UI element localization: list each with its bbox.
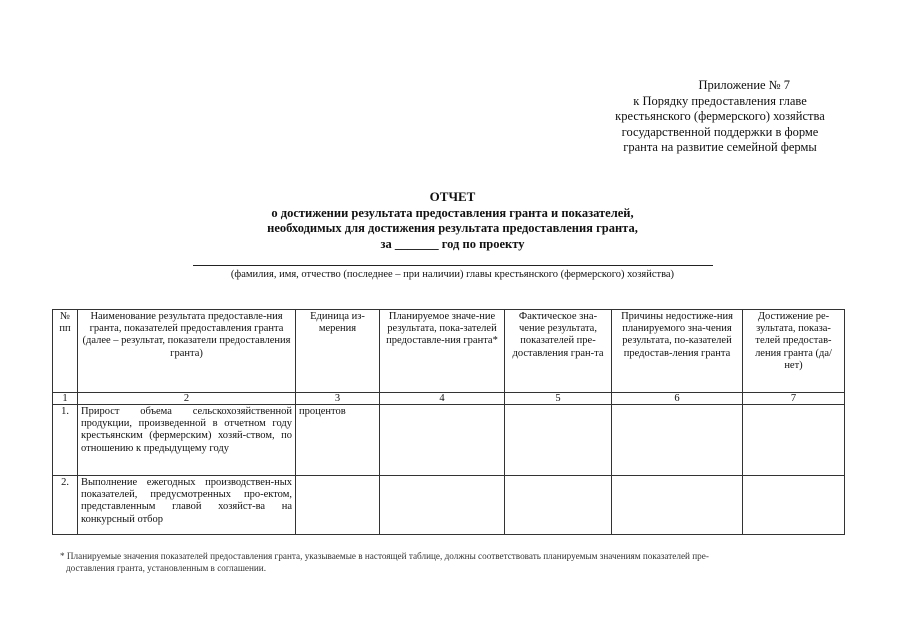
row-indicator-name: Выполнение ежегодных производствен-ных показателей, предусмотренных про-ектом, представленным главой хозяйст-ва на конкурсный отбор (78, 476, 296, 535)
head-name-caption: (фамилия, имя, отчество (последнее – при наличии) главы крестьянского (фермерского) хозяйства) (230, 269, 675, 280)
appendix-line: гранта на развитие семейной фермы (623, 140, 817, 154)
row-achieved (743, 405, 845, 476)
row-reasons (612, 476, 743, 535)
row-planned-value (380, 476, 505, 535)
column-number: 4 (380, 393, 505, 405)
header-number: № пп (53, 310, 78, 393)
table-row (53, 405, 845, 476)
row-actual-value (505, 476, 612, 535)
column-numbers-row (53, 393, 845, 405)
row-number: 2. (53, 476, 78, 535)
row-unit (296, 476, 380, 535)
report-year-line: за _______ год по проекту (380, 236, 525, 251)
footnote (60, 550, 846, 574)
row-planned-value (380, 405, 505, 476)
head-name-underline (193, 265, 713, 266)
row-number: 1. (53, 405, 78, 476)
footnote-line: * Планируемые значения показателей предоставления гранта, указываемые в настоящей таблице, должны соответствовать планируемым значениям показателей пре- (60, 551, 709, 561)
row-actual-value (505, 405, 612, 476)
appendix-line: крестьянского (фермерского) хозяйства (615, 109, 825, 123)
table-row (53, 476, 845, 535)
header-planned: Планируемое значе-ние результата, пока-зателей предоставле-ния гранта* (380, 310, 505, 393)
appendix-line: к Порядку предоставления главе (633, 93, 807, 108)
appendix-header (590, 78, 850, 156)
appendix-number: Приложение № 7 (698, 78, 790, 92)
header-unit: Единица из-мерения (296, 310, 380, 393)
column-number: 2 (78, 393, 296, 405)
row-indicator-name: Прирост объема сельскохозяйственной продукции, произведенной в отчетном году крестьянским (фермерским) хозяй-ством, по отношению к предыдущему году (78, 405, 296, 476)
column-number: 7 (743, 393, 845, 405)
report-subtitle-line: о достижении результата предоставления гранта и показателей, (271, 205, 634, 220)
header-name: Наименование результата предоставле-ния гранта, показателей предоставления гранта (далее – результат, показатели предоставления гранта) (78, 310, 296, 393)
row-reasons (612, 405, 743, 476)
row-achieved (743, 476, 845, 535)
report-table (52, 309, 845, 535)
table-header-row (53, 310, 845, 393)
column-number: 5 (505, 393, 612, 405)
row-unit: процентов (296, 405, 380, 476)
column-number: 6 (612, 393, 743, 405)
report-subtitle-line: необходимых для достижения результата предоставления гранта, (267, 221, 638, 235)
footnote-line: доставления гранта, установленным в соглашении. (66, 563, 267, 573)
report-title: ОТЧЕТ (429, 189, 476, 204)
column-number: 1 (53, 393, 78, 405)
column-number: 3 (296, 393, 380, 405)
appendix-line: государственной поддержки в форме (621, 124, 819, 139)
header-actual: Фактическое зна-чение результата, показателей пре-доставления гран-та (505, 310, 612, 393)
header-achieved: Достижение ре-зультата, показа-телей предостав-ления гранта (да/нет) (743, 310, 845, 393)
report-title-block (60, 189, 845, 252)
header-reasons: Причины недостиже-ния планируемого зна-чения результата, по-казателей предостав-ления гранта (612, 310, 743, 393)
